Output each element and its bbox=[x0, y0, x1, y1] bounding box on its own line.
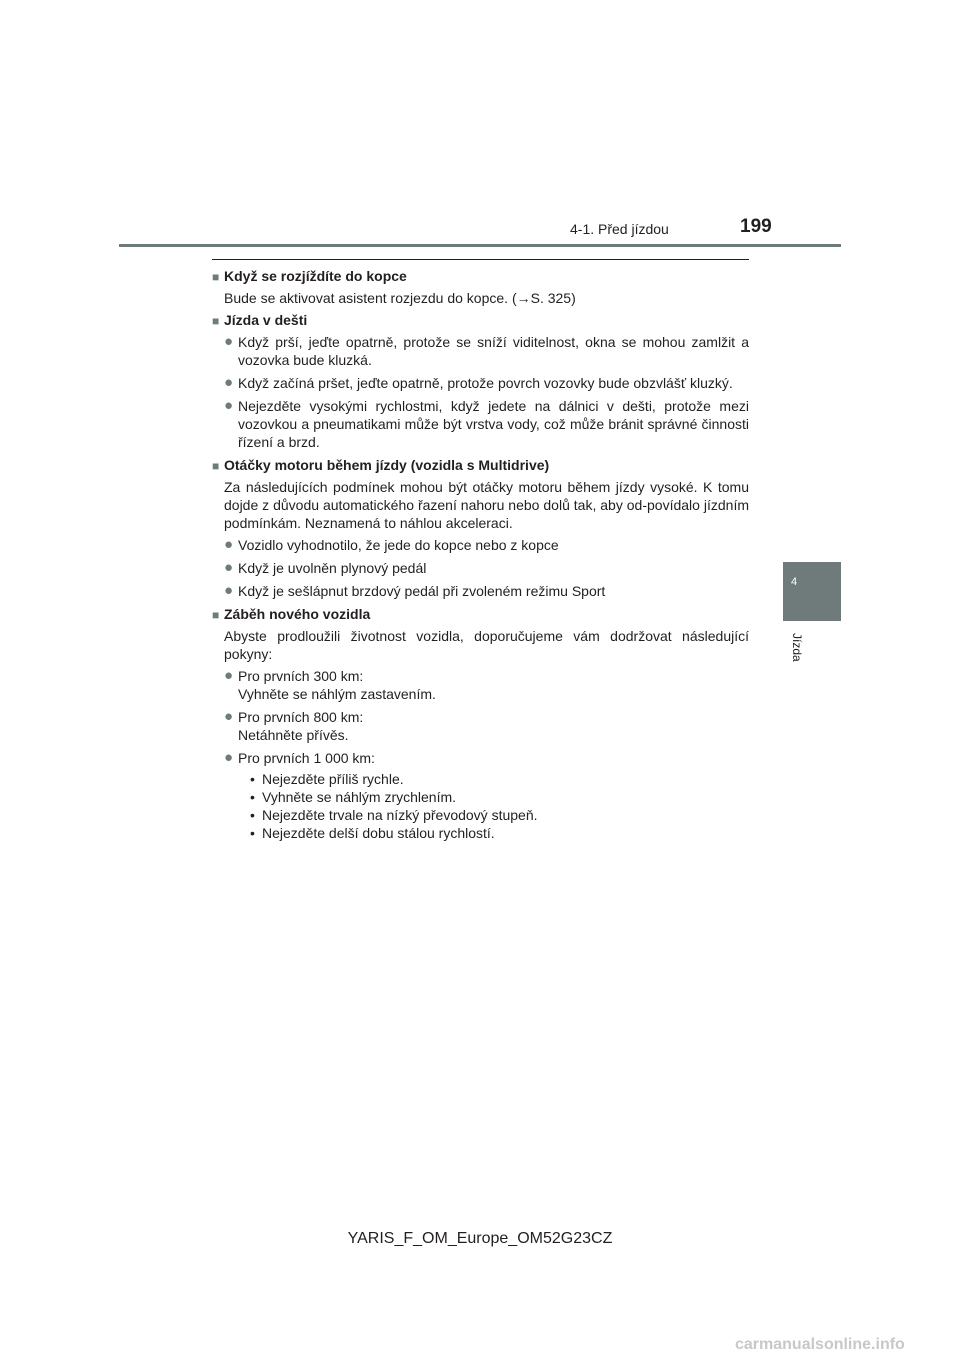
list-item-text: Když prší, jeďte opatrně, protože se sníží viditelnost, okna se mohou zamlžit a vozovka bude kluzká. bbox=[238, 334, 749, 368]
sub-list-item bbox=[250, 824, 749, 842]
sub-list-item-text: Nejezděte trvale na nízký převodový stupeň. bbox=[262, 807, 538, 823]
section-body: Abyste prodloužili životnost vozidla, doporučujeme vám dodržovat následující pokyny: bbox=[224, 628, 749, 662]
section-hill-start bbox=[212, 267, 749, 307]
list-item bbox=[224, 397, 749, 451]
square-bullet-icon: ■ bbox=[212, 608, 220, 622]
page-number: 199 bbox=[740, 216, 772, 237]
circle-bullet-icon: ● bbox=[224, 582, 234, 599]
header-section-title: 4-1. Před jízdou bbox=[570, 221, 669, 237]
circle-bullet-icon: ● bbox=[224, 397, 234, 414]
circle-bullet-icon: ● bbox=[224, 536, 234, 553]
circle-bullet-icon: ● bbox=[224, 667, 234, 684]
section-title: Když se rozjíždíte do kopce bbox=[224, 268, 407, 284]
footer-document-code: YARIS_F_OM_Europe_OM52G23CZ bbox=[347, 1230, 613, 1247]
list-item-text: Pro prvních 300 km: Vyhněte se náhlým zastavením. bbox=[238, 668, 436, 702]
list-item-text: Když je uvolněn plynový pedál bbox=[238, 560, 427, 576]
circle-bullet-icon: ● bbox=[224, 708, 234, 725]
sub-list-item bbox=[250, 806, 749, 824]
list-item bbox=[224, 559, 749, 577]
list-item-text: Pro prvních 800 km: Netáhněte přívěs. bbox=[238, 709, 364, 743]
content-rule bbox=[212, 259, 749, 260]
list-item bbox=[224, 749, 749, 767]
section-title: Jízda v dešti bbox=[224, 312, 308, 328]
sub-list-item-text: Vyhněte se náhlým zrychlením. bbox=[262, 789, 457, 805]
page-content bbox=[212, 267, 749, 846]
circle-bullet-icon: ● bbox=[224, 333, 234, 350]
list-item-text: Pro prvních 1 000 km: bbox=[238, 750, 375, 766]
list-item-text: Když je sešlápnut brzdový pedál při zvoleném režimu Sport bbox=[238, 583, 606, 599]
section-title: Otáčky motoru během jízdy (vozidla s Multidrive) bbox=[224, 457, 550, 473]
list-item bbox=[224, 667, 749, 703]
circle-bullet-icon: ● bbox=[224, 374, 234, 391]
section-heading bbox=[212, 456, 749, 475]
list-item bbox=[224, 374, 749, 392]
sub-list-item-text: Nejezděte příliš rychle. bbox=[262, 771, 404, 787]
sub-list-item-text: Nejezděte delší dobu stálou rychlostí. bbox=[262, 825, 495, 841]
chapter-tab-title: Jízda bbox=[790, 633, 804, 662]
header-rule bbox=[119, 244, 841, 247]
list-item-text: Nejezděte vysokými rychlostmi, když jedete na dálnici v dešti, protože mezi vozovkou a pneumatikami může být vrstva vody, což může bránit správné činnosti řízení a brzd. bbox=[238, 398, 749, 450]
list-item bbox=[224, 582, 749, 600]
section-body: Bude se aktivovat asistent rozjezdu do kopce. (→S. 325) bbox=[224, 290, 576, 306]
square-bullet-icon: ■ bbox=[212, 314, 220, 328]
section-body: Za následujících podmínek mohou být otáčky motoru během jízdy vysoké. K tomu dojde z důvodu automatického řazení nahoru nebo dolů tak, aby od-povídalo jízdním podmínkám. Neznamená to náhlou akceleraci. bbox=[224, 479, 749, 531]
section-heading bbox=[212, 311, 749, 330]
dot-marker-icon: • bbox=[250, 807, 255, 823]
list-item bbox=[224, 708, 749, 744]
circle-bullet-icon: ● bbox=[224, 749, 234, 766]
chapter-tab-number: 4 bbox=[791, 576, 798, 588]
dot-marker-icon: • bbox=[250, 789, 255, 805]
section-heading bbox=[212, 605, 749, 624]
section-heading bbox=[212, 267, 749, 286]
dot-marker-icon: • bbox=[250, 825, 255, 841]
sub-list-item bbox=[250, 770, 749, 788]
chapter-tab bbox=[783, 562, 841, 621]
sub-list bbox=[224, 770, 749, 842]
section-break-in bbox=[212, 605, 749, 842]
section-rain-driving bbox=[212, 311, 749, 451]
list-item-text: Když začíná pršet, jeďte opatrně, protože povrch vozovky bude obzvlášť kluzký. bbox=[238, 375, 733, 391]
dot-marker-icon: • bbox=[250, 771, 255, 787]
watermark: carmanualsonline.info bbox=[735, 1336, 905, 1353]
square-bullet-icon: ■ bbox=[212, 459, 220, 473]
circle-bullet-icon: ● bbox=[224, 559, 234, 576]
list-item bbox=[224, 333, 749, 369]
sub-list-item bbox=[250, 788, 749, 806]
section-title: Záběh nového vozidla bbox=[224, 606, 371, 622]
list-item-text: Vozidlo vyhodnotilo, že jede do kopce nebo z kopce bbox=[238, 537, 559, 553]
square-bullet-icon: ■ bbox=[212, 270, 220, 284]
list-item bbox=[224, 536, 749, 554]
section-engine-speed bbox=[212, 456, 749, 600]
